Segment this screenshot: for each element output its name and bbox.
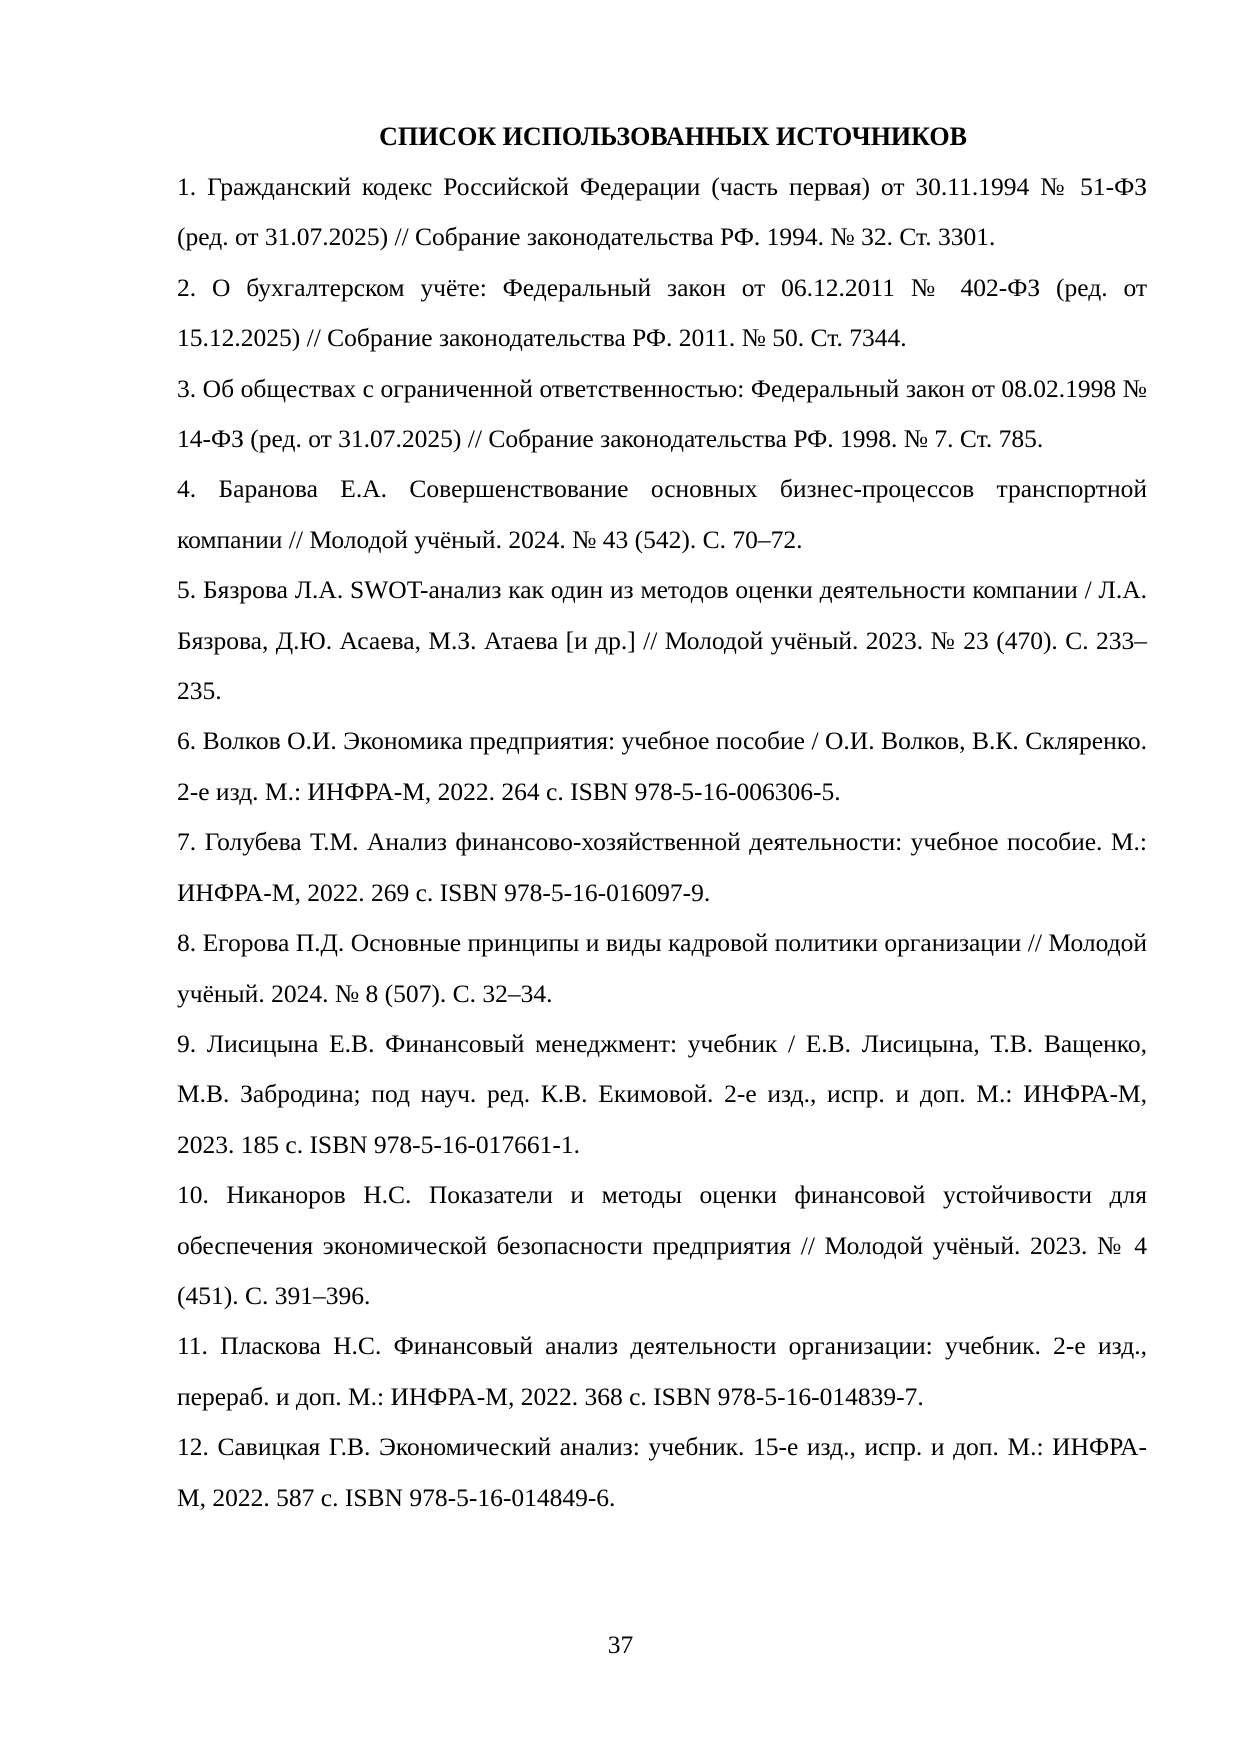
reference-item: 12. Савицкая Г.В. Экономический анализ: учебник. 15-е изд., испр. и доп. М.: ИНФРА-М, 2022. 587 с. ISBN 978-5-16-014849-6. [177,1432,1147,1512]
page-number: 37 [607,1630,634,1659]
document-page [177,112,1147,1523]
reference-item: 6. Волков О.И. Экономика предприятия: учебное пособие / О.И. Волков, В.К. Скляренко. 2-е изд. М.: ИНФРА-М, 2022. 264 с. ISBN 978-5-16-006306-5. [177,726,1147,806]
reference-item: 8. Егорова П.Д. Основные принципы и виды кадровой политики организации // Молодой учёный. 2024. № 8 (507). С. 32–34. [177,928,1147,1008]
reference-item: 2. О бухгалтерском учёте: Федеральный закон от 06.12.2011 № 402-ФЗ (ред. от 15.12.2025) // Собрание законодательства РФ. 2011. № 50. Ст. 7344. [177,272,1147,353]
reference-list [177,162,1147,1523]
reference-item: 7. Голубева Т.М. Анализ финансово-хозяйственной деятельности: учебное пособие. М.: ИНФРА-М, 2022. 269 с. ISBN 978-5-16-016097-9. [177,827,1147,907]
reference-item: 1. Гражданский кодекс Российской Федерации (часть первая) от 30.11.1994 № 51-ФЗ (ред. от 31.07.2025) // Собрание законодательства РФ. 1994. № 32. Ст. 3301. [177,172,1147,252]
reference-item: 5. Бязрова Л.А. SWOT-анализ как один из методов оценки деятельности компании / Л.А. Бязрова, Д.Ю. Асаева, М.З. Атаева [и др.] // Молодой учёный. 2023. № 23 (470). С. 233–235. [177,575,1147,706]
page-title: СПИСОК ИСПОЛЬЗОВАННЫХ ИСТОЧНИКОВ [379,122,967,151]
reference-item: 10. Никаноров Н.С. Показатели и методы оценки финансовой устойчивости для обеспечения экономической безопасности предприятия // Молодой учёный. 2023. № 4 (451). С. 391–396. [177,1180,1147,1310]
reference-item: 9. Лисицына Е.В. Финансовый менеджмент: учебник / Е.В. Лисицына, Т.В. Ващенко, М.В. Забродина; под науч. ред. К.В. Екимовой. 2-е изд., испр. и доп. М.: ИНФРА-М, 2023. 185 с. ISBN 978-5-16-017661-1. [177,1028,1147,1159]
reference-item: 3. Об обществах с ограниченной ответственностью: Федеральный закон от 08.02.1998 № 14-ФЗ (ред. от 31.07.2025) // Собрание законодательства РФ. 1998. № 7. Ст. 785. [177,373,1147,454]
reference-item: 4. Баранова Е.А. Совершенствование основных бизнес-процессов транспортной компании // Молодой учёный. 2024. № 43 (542). С. 70–72. [177,474,1147,554]
reference-item: 11. Пласкова Н.С. Финансовый анализ деятельности организации: учебник. 2-е изд., перераб. и доп. М.: ИНФРА-М, 2022. 368 с. ISBN 978-5-16-014839-7. [177,1331,1147,1411]
